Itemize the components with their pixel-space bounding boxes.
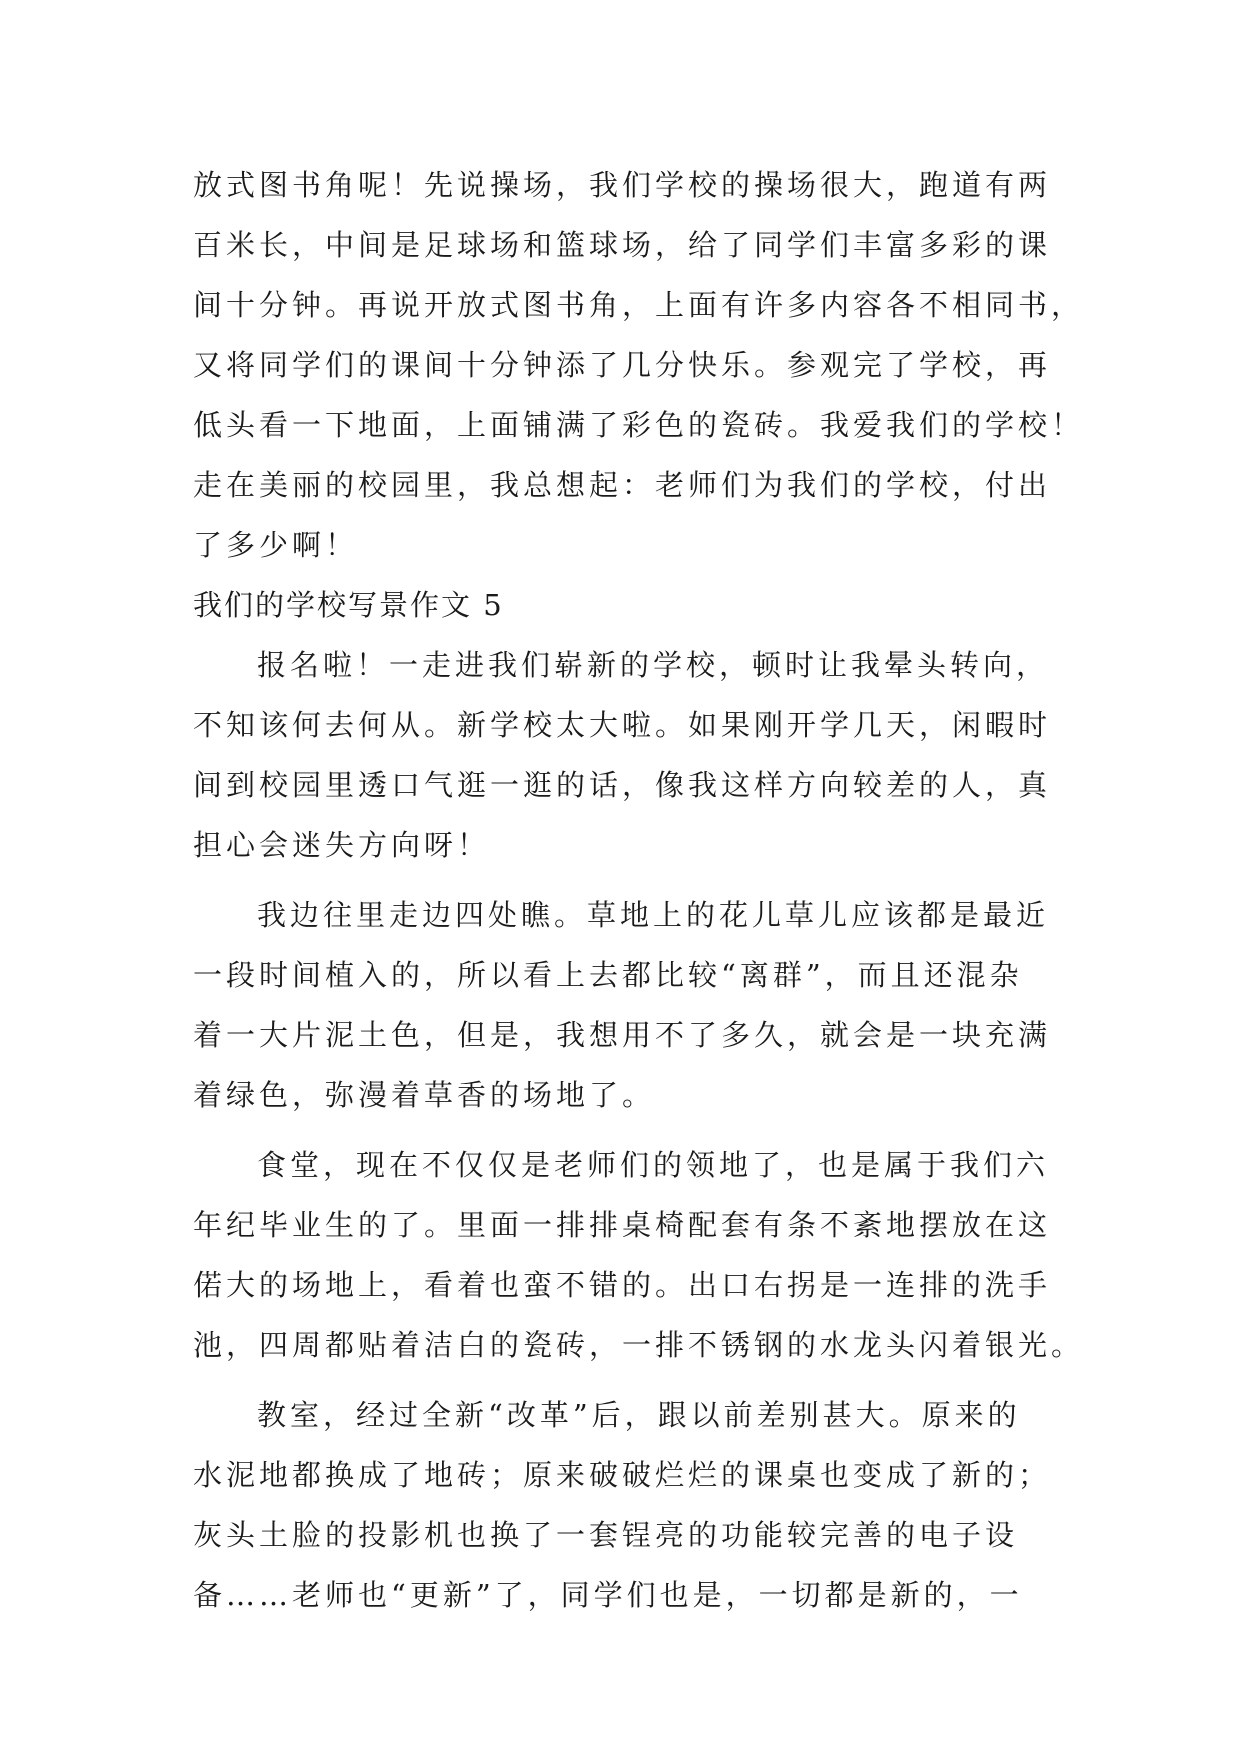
paragraph-gap — [193, 875, 1063, 885]
paragraph-gap — [193, 1125, 1063, 1135]
text-line: 备……老师也“更新”了，同学们也是，一切都是新的，一 — [193, 1578, 1023, 1612]
text-line: 百米长，中间是足球场和篮球场，给了同学们丰富多彩的课 — [193, 228, 1052, 262]
text-line: 食堂，现在不仅仅是老师们的领地了，也是属于我们六 — [257, 1148, 1050, 1182]
text-line: 放式图书角呢！先说操场，我们学校的操场很大，跑道有两 — [193, 168, 1052, 202]
text-line: 担心会迷失方向呀！ — [193, 828, 491, 862]
text-line: 间到校园里透口气逛一逛的话，像我这样方向较差的人，真 — [193, 768, 1052, 802]
text-line: 走在美丽的校园里，我总想起：老师们为我们的学校，付出 — [193, 468, 1052, 502]
text-line: 水泥地都换成了地砖；原来破破烂烂的课桌也变成了新的； — [193, 1458, 1052, 1492]
text-line: 池，四周都贴着洁白的瓷砖，一排不锈钢的水龙头闪着银光。 — [193, 1328, 1085, 1362]
text-line: 偌大的场地上，看着也蛮不错的。出口右拐是一连排的洗手 — [193, 1268, 1052, 1302]
text-line: 不知该何去何从。新学校太大啦。如果刚开学几天，闲暇时 — [193, 708, 1052, 742]
paragraph-2 — [193, 885, 1063, 1125]
text-line: 年纪毕业生的了。里面一排排桌椅配套有条不紊地摆放在这 — [193, 1208, 1052, 1242]
text-line: 了多少啊！ — [193, 528, 359, 562]
text-line: 低头看一下地面，上面铺满了彩色的瓷砖。我爱我们的学校！ — [193, 408, 1085, 442]
section-title: 我们的学校写景作文 5 — [193, 588, 504, 622]
paragraph-4 — [193, 1385, 1063, 1625]
paragraph-gap — [193, 1375, 1063, 1385]
paragraph-3 — [193, 1135, 1085, 1375]
paragraph-continued — [193, 155, 1085, 575]
text-line: 报名啦！一走进我们崭新的学校，顿时让我晕头转向， — [257, 648, 1050, 682]
text-line: 又将同学们的课间十分钟添了几分快乐。参观完了学校，再 — [193, 348, 1052, 382]
text-line: 一段时间植入的，所以看上去都比较“离群”，而且还混杂 — [193, 958, 1023, 992]
text-line: 间十分钟。再说开放式图书角，上面有许多内容各不相同书， — [193, 288, 1085, 322]
document-body — [193, 155, 1085, 1625]
paragraph-1 — [193, 635, 1063, 875]
text-line: 着绿色，弥漫着草香的场地了。 — [193, 1078, 656, 1112]
text-line: 灰头土脸的投影机也换了一套锃亮的功能较完善的电子设 — [193, 1518, 1019, 1552]
text-line: 教室，经过全新“改革”后，跟以前差别甚大。原来的 — [257, 1398, 1021, 1432]
text-line: 着一大片泥土色，但是，我想用不了多久，就会是一块充满 — [193, 1018, 1052, 1052]
text-line: 我边往里走边四处瞧。草地上的花儿草儿应该都是最近 — [257, 898, 1050, 932]
